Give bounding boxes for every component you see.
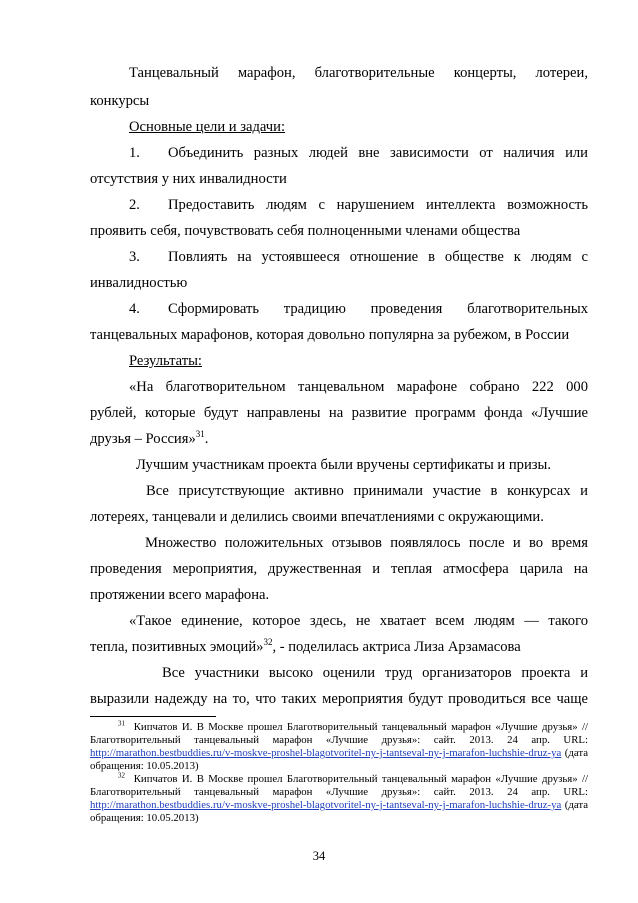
page-number: 34	[312, 849, 326, 863]
results-heading	[129, 352, 627, 370]
paragraph-line: выразили надежду на то, что таких мероприятия будут проводиться все чаще	[90, 691, 588, 707]
paragraph-line: рублей, которые будут направлены на развитие программ фонда «Лучшие	[90, 405, 588, 421]
footnote-line: (дата	[564, 747, 588, 759]
footnote-separator	[90, 716, 216, 717]
quote-attribution: , - поделилась актриса Лиза Арзамасова	[272, 639, 521, 655]
list-item-line: проявить себя, почувствовать себя полноценными членами общества	[90, 223, 521, 239]
footnote-line: (дата	[564, 799, 588, 811]
footnote-ref[interactable]: 32	[263, 637, 273, 648]
footnote-line: Благотворительный танцевальный марафон «Лучшие друзья»: сайт. 2013. 24 апр. URL:	[90, 734, 588, 746]
list-item-line: Сформировать традицию проведения благотворительных	[168, 301, 588, 317]
list-number: 4.	[129, 301, 140, 317]
goals-heading-text: Основные цели и задачи:	[129, 119, 286, 135]
paragraph-line: конкурсы	[90, 93, 150, 109]
footnote-text: Кипчатов И. В Москве прошел Благотворительный танцевальный марафон «Лучшие друзья» //	[133, 721, 589, 733]
footnote-line: обращения: 10.05.2013)	[90, 760, 199, 772]
list-number: 2.	[129, 197, 140, 213]
footnote-line	[118, 721, 588, 734]
paragraph-line: Множество положительных отзывов появлялось после и во время	[145, 535, 588, 551]
footnote-link[interactable]: http://marathon.bestbuddies.ru/v-moskve-proshel-blagotvoritel-ny-j-tantseval-ny-j-marafon-luchshie-druz-ya	[90, 799, 562, 811]
list-item-line: Объединить разных людей вне зависимости от наличия или	[168, 145, 588, 161]
paragraph-line: протяжении всего марафона.	[90, 587, 270, 603]
goals-heading	[129, 118, 627, 136]
list-item-line: Предоставить людям с нарушением интеллекта возможность	[168, 197, 588, 213]
footnote-number: 32	[118, 771, 125, 780]
list-item-line: инвалидностью	[90, 275, 188, 291]
list-item-line: танцевальных марафонов, которая довольно популярна за рубежом, в России	[90, 327, 570, 343]
quote-text: друзья – Россия»	[90, 431, 196, 447]
paragraph-line	[90, 638, 588, 656]
paragraph-line: проведения мероприятия, дружественная и теплая атмосфера царила на	[90, 561, 588, 577]
paragraph-line: «Такое единение, которое здесь, не хватает всем людям — такого	[129, 613, 588, 629]
footnote-line	[90, 747, 588, 760]
paragraph-line: Танцевальный марафон, благотворительные концерты, лотереи,	[129, 65, 588, 81]
quote-text: тепла, позитивных эмоций»	[90, 639, 264, 655]
list-number: 3.	[129, 249, 140, 265]
footnote-ref[interactable]: 31	[195, 429, 205, 440]
footnote-link[interactable]: http://marathon.bestbuddies.ru/v-moskve-proshel-blagotvoritel-ny-j-tantseval-ny-j-marafon-luchshie-druz-ya	[90, 747, 562, 759]
paragraph-line: Все присутствующие активно принимали участие в конкурсах и	[146, 483, 588, 499]
list-number: 1.	[129, 145, 140, 161]
footnote-line: обращения: 10.05.2013)	[90, 812, 199, 824]
paragraph-line: лотереях, танцевали и делились своими впечатлениями с окружающими.	[90, 509, 544, 525]
sentence-end: .	[204, 431, 209, 447]
footnote-line	[118, 773, 588, 786]
footnote-line	[90, 799, 588, 812]
footnote-line: Благотворительный танцевальный марафон «Лучшие друзья»: сайт. 2013. 24 апр. URL:	[90, 786, 588, 798]
footnote-number: 31	[118, 719, 125, 728]
paragraph-line: «На благотворительном танцевальном марафоне собрано 222 000	[129, 379, 588, 395]
paragraph-line	[90, 430, 588, 448]
paragraph-line: Лучшим участникам проекта были вручены сертификаты и призы.	[136, 457, 551, 473]
list-item-line: отсутствия у них инвалидности	[90, 171, 287, 187]
results-heading-text: Результаты:	[129, 353, 202, 369]
footnote-text: Кипчатов И. В Москве прошел Благотворительный танцевальный марафон «Лучшие друзья» //	[133, 773, 589, 785]
list-item-line: Повлиять на устоявшееся отношение в обществе к людям с	[168, 249, 588, 265]
paragraph-line: Все участники высоко оценили труд организаторов проекта и	[162, 665, 588, 681]
